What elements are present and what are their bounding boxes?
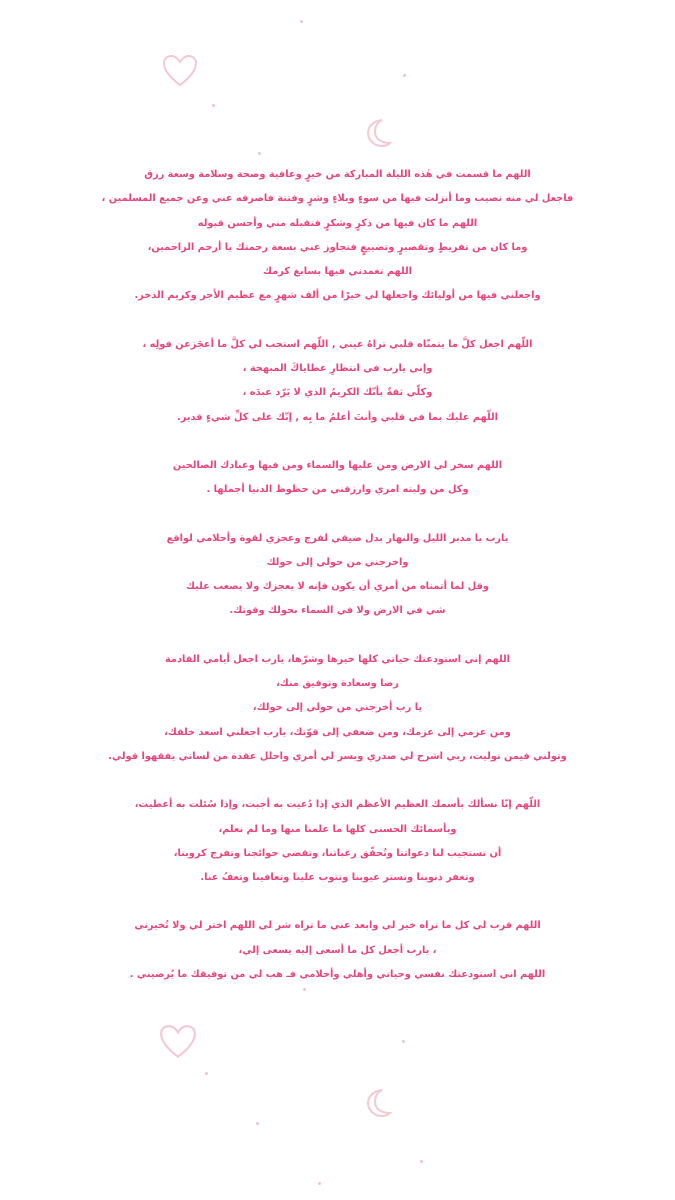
crescent-moon-icon	[366, 118, 392, 148]
prayer-line: وما كان من تفريطٍ وتقصيرٍ وتضييعٍ فتجاوز عني بسعة رحمتك يا أرحم الراحمين،	[147, 241, 528, 253]
prayer-line: اللهم سخر لي الارض ومن عليها والسماء ومن فيها وعبادك الصالحين	[172, 459, 503, 471]
prayer-line: وتغفر ذنوبنا وتستر عيوبنا وتتوب علينا وتعافينا وتعفُ عنا.	[200, 872, 475, 884]
prayer-line: وإني يارب في انتظارِ عطاياكَ المبهجة ،	[242, 363, 433, 375]
decorative-dot	[258, 152, 261, 155]
decorative-dot	[300, 20, 303, 23]
prayer-line: وكلّي ثقةٌ بأنّك الكريمُ الذي لا يَرّد عبدَه ،	[242, 387, 433, 399]
crescent-moon-icon	[366, 1088, 392, 1118]
prayer-line: اللهم اني استودعتك نفسي وحياتي وأهلي وأحلامي فـ هب لي من توفيقك ما يُرضيني .	[129, 969, 546, 981]
prayer-line: وتولني فيمن توليت، ربي اشرح لي صدري ويسر لي أمري واحلل عقدة من لساني يفقهوا قولي.	[108, 750, 567, 762]
prayer-text	[0, 163, 675, 1011]
prayer-line: يا رب أخرجني من حولي إلى حولك،	[252, 702, 423, 714]
prayer-line: يارب يا مدبر الليل والنهار بدل ضيقي لفرج وعجزي لقوة وأحلامي لواقع	[166, 532, 509, 544]
prayer-line: اللّهم إنّا نسألك بأسمك العظيم الأعظم الذي إذا دُعيت به أجبت، وإذا سُئلت به أعطيت،	[134, 799, 541, 811]
prayer-paragraph-1	[0, 163, 675, 309]
prayer-line: ومن عزمي إلى عزمك، ومن ضعفي إلى قوّتك، يارب اجعلني اسعد خلقك،	[164, 726, 511, 738]
prayer-line: اللهم تغمدني فيها بسابغ كرمك	[262, 266, 413, 278]
prayer-line: اللّهم عليك بما في قلبي وأنتَ أعلمُ ما بِه , إنّك على كلِّ شيءٍ قدير.	[177, 411, 498, 423]
prayer-paragraph-2	[0, 333, 675, 430]
prayer-line: اللهم ما قسمت في هٰذه الليلة المباركة من خيرٍ وعافية وصحة وسلامة وسعة رزق	[144, 169, 531, 180]
heart-outline-icon	[162, 54, 198, 88]
prayer-line: اللهم إني استودعتك حياتي كلها خيرها وشرّها، يارب اجعل أيامي القادمة	[164, 653, 511, 665]
prayer-line: اللهم ما كان فيها من ذكرٍ وشكرٍ فتقبله مني وأحسن قبوله	[197, 217, 478, 229]
decorative-dot	[212, 104, 215, 107]
prayer-line: وبأسمائك الحسنى كلها ما علمنا منها وما لم نعلم،	[218, 823, 457, 835]
prayer-line: ، يارب أجعل كل ما أسعى إليه يسعى إلي،	[238, 944, 437, 956]
decorative-dot	[420, 1160, 423, 1163]
prayer-line: وقل لما أتمناه من أمري أن يكون فإنه لا يعجزك ولا يصعب عليك	[186, 581, 489, 593]
decorative-dot	[403, 74, 406, 77]
prayer-line: واخرجني من حولي إلى حولك	[266, 556, 409, 568]
prayer-line: وكل من وليته امري وارزقني من حظوظ الدنيا أجملها .	[206, 484, 469, 496]
prayer-line: واجعلني فيها من أوليائك واجعلها لي خيرًا من ألف شهرٍ مع عظيم الأجر وكريم الذخر.	[134, 290, 541, 302]
prayer-line: شي في الارض ولا في السماء بحولك وقوتك.	[229, 605, 446, 617]
decorative-dot	[402, 1040, 405, 1043]
prayer-paragraph-3	[0, 454, 675, 503]
prayer-paragraph-7	[0, 914, 675, 987]
prayer-line: فاجعل لي منه نصيب وما أنزلت فيها من سوءٍ وبلاءٍ وشرٍ وفتنة فاصرفه عني وعن جميع المسلمين ،	[101, 193, 574, 205]
prayer-paragraph-4	[0, 527, 675, 624]
heart-outline-icon	[159, 1024, 197, 1060]
prayer-line: رضا وسعادة وتوفيق منك،	[276, 678, 399, 690]
decorative-dot	[318, 1182, 321, 1185]
prayer-line: أن تستجيب لنا دعواتنا وتُحقّق رغباتنا، وتقضي حوائجنا وتفرج كروبنا،	[173, 847, 502, 859]
prayer-line: اللّهم اجعل كلَّ ما يتمنّاه قلبي تراهُ عيني , اللّهم استجب لي كلَّ ما أعجَزعن قولِه ،	[142, 338, 533, 350]
prayer-line: اللهم قرب لي كل ما تراه خير لي وابعد عني ما تراه شر لي اللهم اختر لي ولا تُخيرني	[134, 920, 541, 932]
decorative-dot	[256, 1122, 259, 1125]
decorative-dot	[205, 1072, 208, 1075]
prayer-paragraph-6	[0, 793, 675, 890]
prayer-paragraph-5	[0, 648, 675, 769]
